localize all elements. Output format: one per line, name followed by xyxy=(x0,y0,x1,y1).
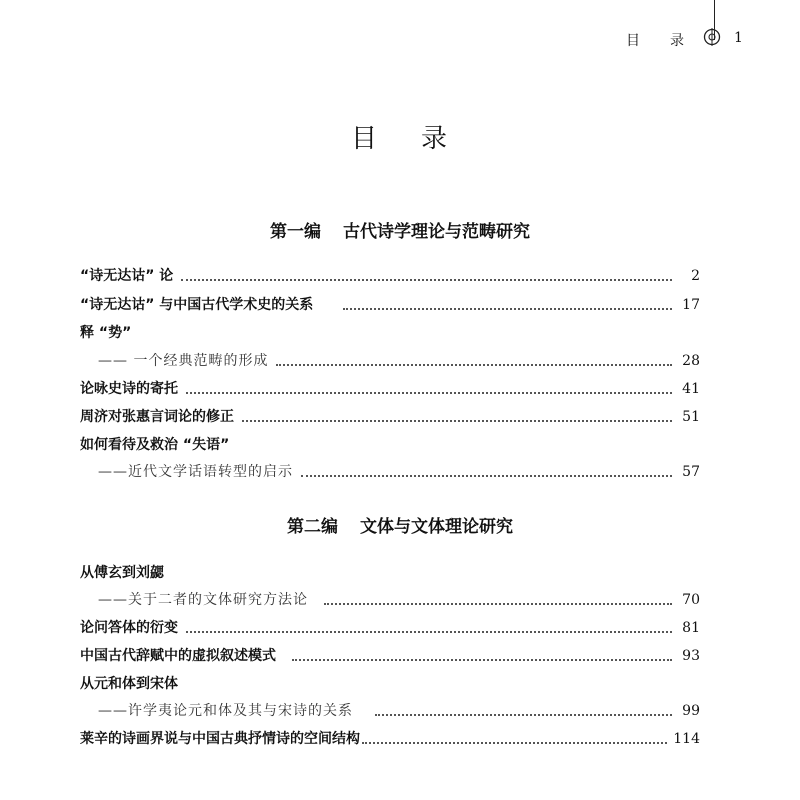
section-label: 第一编 xyxy=(270,222,321,242)
toc-entry-title: 从元和体到宋体 xyxy=(80,676,178,692)
toc-entry-page: 114 xyxy=(673,731,700,747)
toc-entry-subtitle[interactable] xyxy=(80,589,700,611)
dot-leader xyxy=(276,364,672,366)
toc-entry-page: 28 xyxy=(682,353,700,369)
dot-leader xyxy=(292,659,672,661)
toc-entry-title: 论问答体的衍变 xyxy=(80,620,178,636)
running-header-char-2: 录 xyxy=(670,33,684,49)
toc-entry-title: “诗无达诂” 论 xyxy=(80,268,174,284)
toc-entry-title: 论咏史诗的寄托 xyxy=(80,381,178,397)
toc-entry[interactable] xyxy=(80,294,700,316)
toc-entry-page: 57 xyxy=(682,464,700,480)
section-label: 第二编 xyxy=(287,517,338,537)
toc-entry-title: 释 “势” xyxy=(80,325,132,341)
page-title-char-2: 录 xyxy=(421,124,450,154)
toc-entry[interactable] xyxy=(80,378,700,400)
running-header-char-1: 目 xyxy=(626,33,640,49)
toc-entry[interactable] xyxy=(80,645,700,667)
section-heading-1 xyxy=(0,217,800,242)
toc-entry-title: 周济对张惠言词论的修正 xyxy=(80,409,234,425)
toc-entry-page: 93 xyxy=(682,648,700,664)
page-title xyxy=(0,118,800,155)
toc-entry-page: 51 xyxy=(682,409,700,425)
toc-entry-page: 70 xyxy=(682,592,700,608)
toc-entry[interactable] xyxy=(80,322,700,344)
toc-entry-page: 17 xyxy=(682,297,700,313)
toc-entry-title: 从傅玄到刘勰 xyxy=(80,565,164,581)
toc-entry-page: 41 xyxy=(682,381,700,397)
toc-entry-title: 如何看待及救治 “失语” xyxy=(80,437,230,453)
toc-entry-subtitle-text: ——许学夷论元和体及其与宋诗的关系 xyxy=(98,703,353,719)
dot-leader xyxy=(362,742,667,744)
dot-leader xyxy=(181,279,672,281)
dot-leader xyxy=(324,603,672,605)
toc-entry[interactable] xyxy=(80,617,700,639)
circle-ornament-icon xyxy=(703,28,721,46)
dot-leader xyxy=(186,392,672,394)
toc-entry[interactable] xyxy=(80,562,700,584)
section-title: 文体与文体理论研究 xyxy=(360,517,513,537)
toc-entry-page: 2 xyxy=(691,268,700,284)
toc-entry-page: 99 xyxy=(682,703,700,719)
running-header xyxy=(626,30,684,50)
page-title-char-1: 目 xyxy=(350,124,379,154)
toc-entry-subtitle-text: ——近代文学话语转型的启示 xyxy=(98,464,293,480)
toc-entry-page: 81 xyxy=(682,620,700,636)
header-page-number: 1 xyxy=(734,30,743,46)
toc-entry-title: 中国古代辞赋中的虚拟叙述模式 xyxy=(80,648,276,664)
dot-leader xyxy=(186,631,672,633)
toc-entry[interactable] xyxy=(80,265,700,287)
toc-entry-subtitle[interactable] xyxy=(80,350,700,372)
toc-entry[interactable] xyxy=(80,673,700,695)
dot-leader xyxy=(242,420,672,422)
toc-entry-subtitle-text: —— 一个经典范畴的形成 xyxy=(98,353,269,369)
toc-entry[interactable] xyxy=(80,434,700,456)
toc-entry[interactable] xyxy=(80,728,700,750)
toc-entry-subtitle-text: ——关于二者的文体研究方法论 xyxy=(98,592,308,608)
section-heading-2 xyxy=(0,512,800,537)
dot-leader xyxy=(301,475,672,477)
toc-entry-title: 莱辛的诗画界说与中国古典抒情诗的空间结构 xyxy=(80,731,360,747)
toc-entry-title: “诗无达诂” 与中国古代学术史的关系 xyxy=(80,297,314,313)
section-title: 古代诗学理论与范畴研究 xyxy=(343,222,530,242)
toc-entry-subtitle[interactable] xyxy=(80,461,700,483)
toc-entry[interactable] xyxy=(80,406,700,428)
dot-leader xyxy=(343,308,672,310)
toc-entry-subtitle[interactable] xyxy=(80,700,700,722)
dot-leader xyxy=(375,714,672,716)
